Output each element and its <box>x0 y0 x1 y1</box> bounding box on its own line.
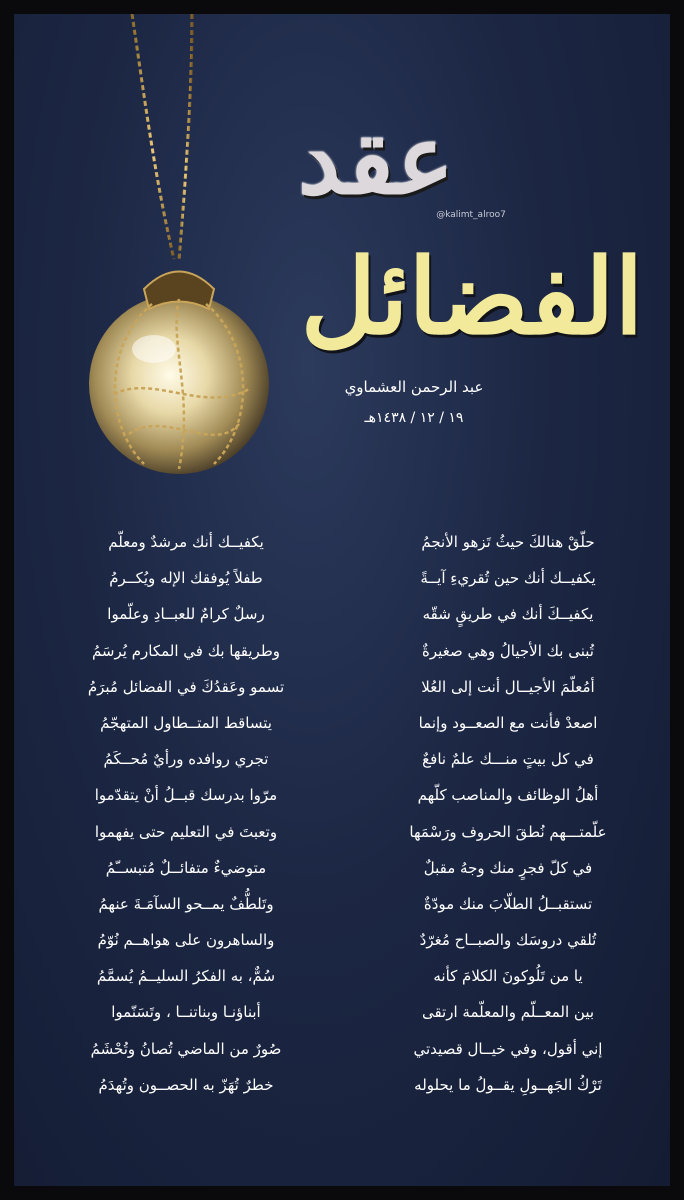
verse: علّمتـــهم نُطقَ الحروف ورَسْمَها <box>409 822 607 841</box>
verse: بين المعــلّم والمعلّمة ارتقى <box>421 1003 595 1022</box>
verse: إني أقول، وفي خيــال قصيدتي <box>413 1039 603 1058</box>
verse: تسمو وعَقدُكَ في الفضائل مُبرَمُ <box>87 677 285 696</box>
verse: اصعدْ فأنت مع الصعــود وإنما <box>418 713 598 732</box>
verse: وتعبتَ في التعليم حتى يفهموا <box>94 822 278 841</box>
social-handle: @kalimt_alroo7 <box>436 210 506 220</box>
verse: تستقبــلُ الطلّابَ منك مودّةٌ <box>423 894 593 913</box>
verse: أبناؤنـا وبناتنــا ، وتَسَنّموا <box>111 1003 261 1022</box>
verse: طفلاً يُوفقك الإله ويُكــرمُ <box>109 569 263 588</box>
verse: أمُعلّمَ الأجيــال أنت إلى العُلا <box>421 677 595 696</box>
title-line-1: عقد <box>297 103 454 216</box>
verse: يكفيــك أنك مرشدٌ ومعلّم <box>108 533 264 551</box>
verse: في كل بيتٍ منـــك علمٌ نافعٌ <box>422 750 594 769</box>
title-line-2: الفضائل <box>300 235 644 358</box>
verse: تَرْكُ الجَهــولِ يقــولُ ما يحلوله <box>414 1075 602 1094</box>
verse: وطريقها بك في المكارم يُرسَمُ <box>91 641 281 660</box>
verse: تُلقي دروسَك والصبــاح مُغرّدٌ <box>419 931 597 950</box>
verse: تُبنى بك الأجيالُ وهي صغيرةٌ <box>422 641 594 660</box>
verse: أهلُ الوظائف والمناصب كلّهم <box>417 786 599 805</box>
verse: يتساقط المتــطاول المتهجّمُ <box>100 713 272 732</box>
poem-right-column <box>362 524 654 1103</box>
verse: والساهرون على هواهــم نُوّمُ <box>97 931 275 950</box>
crystal-ball-necklace-image <box>74 14 284 504</box>
poem-left-column <box>40 524 332 1103</box>
verse: صُورٌ من الماضي تُصانُ وتُحْشَمُ <box>90 1039 282 1058</box>
verse: متوضيءٌ متفائــلٌ مُتبســّمُ <box>105 858 267 877</box>
verse: تجري روافده ورأيٌ مُحــكَمُ <box>103 750 269 769</box>
verse: يكفيــك أنك حين تُقريءِ آيــةً <box>420 569 596 588</box>
publish-date: ١٩ / ١٢ / ١٤٣٨هـ <box>364 410 464 426</box>
verse: خطرٌ تُهَزّ به الحصــون وتُهدَمُ <box>98 1075 274 1094</box>
verse: مرّوا بدرسك قبــلُ أنْ يتقدّموا <box>94 786 278 805</box>
verse: حلّقْ هنالكَ حيثُ تَزهو الأنجمُ <box>421 533 595 551</box>
verse: في كلّ فجرٍ منك وجهُ مقبلٌ <box>423 858 593 877</box>
verse: سُمٌّ، به الفكرُ السليــمُ يُسمَّمُ <box>96 967 276 986</box>
verse: رسلٌ كرامٌ للعبــادِ وعلّموا <box>107 605 265 624</box>
verse: وتَلطُّفٌ يمــحو السآمَـةَ عنهمُ <box>98 894 274 913</box>
author-name: عبد الرحمن العشماوي <box>344 378 484 396</box>
verse: يكفيــكَ أنك في طريقٍ شقّه <box>422 605 594 624</box>
poster <box>14 14 670 1186</box>
verse: يا من تَلُوكونَ الكلامَ كأنه <box>433 967 583 986</box>
